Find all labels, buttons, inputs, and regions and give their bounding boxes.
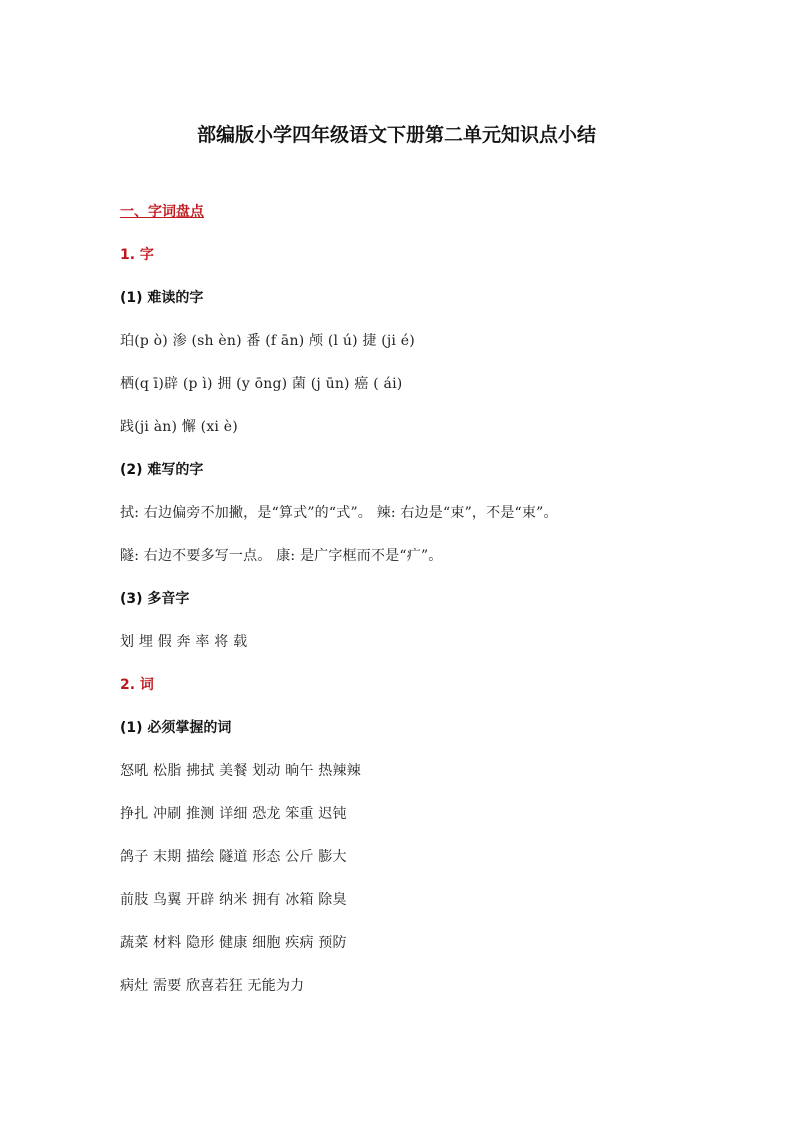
heading-polyphonic: (3) 多音字: [120, 591, 190, 607]
heading-hard-to-write: (2) 难写的字: [120, 462, 204, 478]
heading-hard-to-read: (1) 难读的字: [120, 290, 204, 306]
text-line-9: 鸽子 末期 描绘 隧道 形态 公斤 膨大: [120, 849, 347, 865]
text-line-12: 病灶 需要 欣喜若狂 无能为力: [120, 978, 305, 994]
subsection-words: 2. 词: [120, 677, 154, 693]
section-heading-word-review: 一、字词盘点: [120, 204, 204, 220]
text-line-7: 怒吼 松脂 拂拭 美餐 划动 晌午 热辣辣: [120, 763, 361, 779]
text-line-4: 拭: 右边偏旁不加撇，是“算式”的“式”。 辣: 右边是“束”，不是“束”。: [120, 505, 558, 521]
text-line-11: 蔬菜 材料 隐形 健康 细胞 疾病 预防: [120, 935, 347, 951]
text-line-8: 挣扎 冲刷 推测 详细 恐龙 笨重 迟钝: [120, 806, 347, 822]
text-line-10: 前肢 鸟翼 开辟 纳米 拥有 冰箱 除臭: [120, 892, 347, 908]
subsection-characters: 1. 字: [120, 247, 154, 263]
document-title: 部编版小学四年级语文下册第二单元知识点小结: [196, 124, 596, 146]
text-line-6: 划 埋 假 奔 率 将 载: [120, 634, 248, 650]
text-line-3: 践(ji àn) 懈 (xi è): [120, 419, 238, 435]
text-line-5: 隧: 右边不要多写一点。 康: 是广字框而不是“疒”。: [120, 548, 443, 564]
text-line-2: 栖(q ī)辟 (p ì) 拥 (y ōng) 菌 (j ūn) 癌 ( ái): [120, 376, 403, 392]
text-line-1: 珀(p ò) 渗 (sh èn) 番 (f ān) 颅 (l ú) 捷 (ji é): [120, 333, 415, 349]
heading-must-master: (1) 必须掌握的词: [120, 720, 232, 736]
